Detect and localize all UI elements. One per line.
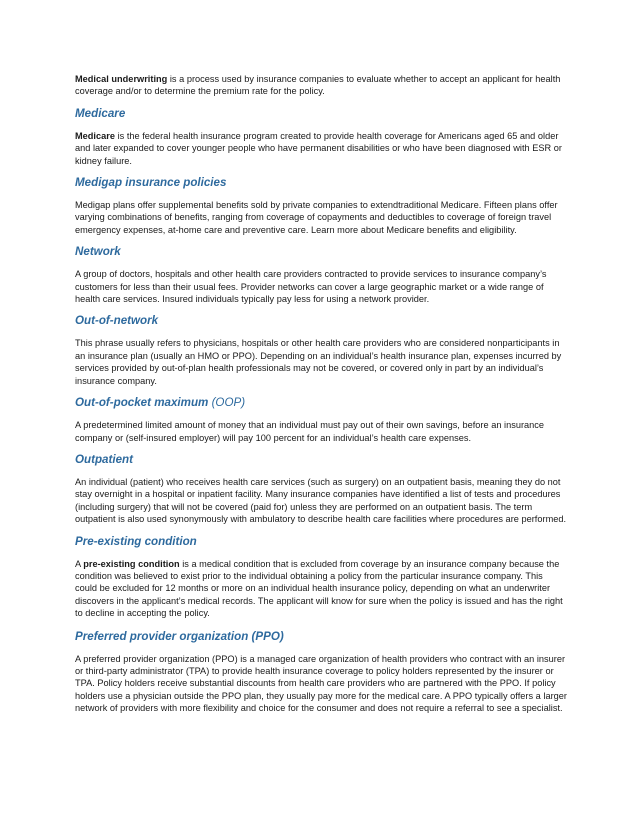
- heading-oop-suffix: (OOP): [208, 396, 246, 410]
- heading-out-of-pocket-maximum: Out-of-pocket maximum (OOP): [75, 396, 246, 410]
- entry-ppo-text: A preferred provider organization (PPO) is a managed care organization of health providers who contract with an insurer or third-party administrator (TPA) to provide health insurance coverage to policy holders represented by the insurer or TPA. Policy holders receive substantial discounts from health care providers who are partnered with the PPO. If policy holders use a physician outside the PPO plan, they usually pay more for the medical care. A PPO typically offers a larger network of providers with more flexibility and choice for the consumer and does not require a referral to see a specialist.: [75, 653, 567, 714]
- glossary-page: [75, 73, 567, 715]
- term-pre-existing-condition: pre-existing condition: [83, 558, 180, 569]
- entry-out-of-pocket-text: A predetermined limited amount of money that an individual must pay out of their own savings, before an insurance company or (self-insured employer) will pay 100 percent for an individual’s health care expenses.: [75, 420, 545, 443]
- entry-pre-existing-text: A pre-existing condition is a medical condition that is excluded from coverage by an insurance company because the condition was believed to exist prior to the individual obtaining a policy from the particular insurance company. This could be excluded for 12 months or more on an individual health insurance policy, depending on what an underwriter discovers in the applicant’s medical records. The applicant will know for sure when the policy is issued and has the right to decline in accepting the policy.: [75, 558, 563, 619]
- heading-medigap: Medigap insurance policies: [75, 176, 227, 190]
- term-medical-underwriting: Medical underwriting: [75, 74, 168, 84]
- heading-out-of-network: Out-of-network: [75, 314, 159, 328]
- entry-outpatient-text: An individual (patient) who receives health care services (such as surgery) on an outpatient basis, meaning they do not stay overnight in a hospital or inpatient facility. Many insurance companies have identified a list of tests and procedures (including surgery) that will not be covered (paid for) unless they are performed on an outpatient basis. The term outpatient is also used synonymously with ambulatory to describe health care facilities where procedures are performed.: [75, 476, 567, 525]
- term-medicare: Medicare: [75, 130, 115, 141]
- entry-out-of-network-text: This phrase usually refers to physicians, hospitals or other health care providers who are considered nonparticipants in an insurance plan (usually an HMO or PPO). Depending on an individual’s health insurance plan, expenses incurred by services provided by out-of-plan health professionals may not be covered, or covered only in part by an individual’s insurance company.: [75, 338, 562, 386]
- entry-medigap-text: Medigap plans offer supplemental benefits sold by private companies to extendtraditional Medicare. Fifteen plans offer varying combinations of benefits, ranging from coverage of copayments and deductibles to coverage of foreign travel emergency expenses, at-home care and preventive care. Learn more about Medicare benefits and eligibility.: [75, 200, 558, 235]
- entry-medical-underwriting-text: Medical underwriting is a process used by insurance companies to evaluate whether to accept an applicant for health coverage and/or to determine the premium rate for the policy.: [75, 74, 561, 97]
- heading-ppo: Preferred provider organization (PPO): [75, 629, 284, 643]
- heading-pre-existing-condition: Pre-existing condition: [75, 534, 197, 548]
- entry-medicare-text: Medicare is the federal health insurance program created to provide health coverage for Americans aged 65 and older and later expanded to cover younger people who have permanent disabilities or who have been diagnosed with ESR or kidney failure.: [75, 130, 562, 166]
- heading-outpatient: Outpatient: [75, 452, 133, 466]
- entry-network-text: A group of doctors, hospitals and other health care providers contracted to provide services to insurance company’s customers for less than their usual fees. Provider networks can cover a large geographic market or a wide range of health care services. Insured individuals typically pay less for using a network provider.: [75, 269, 547, 305]
- heading-network: Network: [75, 245, 121, 259]
- heading-medicare: Medicare: [75, 106, 126, 120]
